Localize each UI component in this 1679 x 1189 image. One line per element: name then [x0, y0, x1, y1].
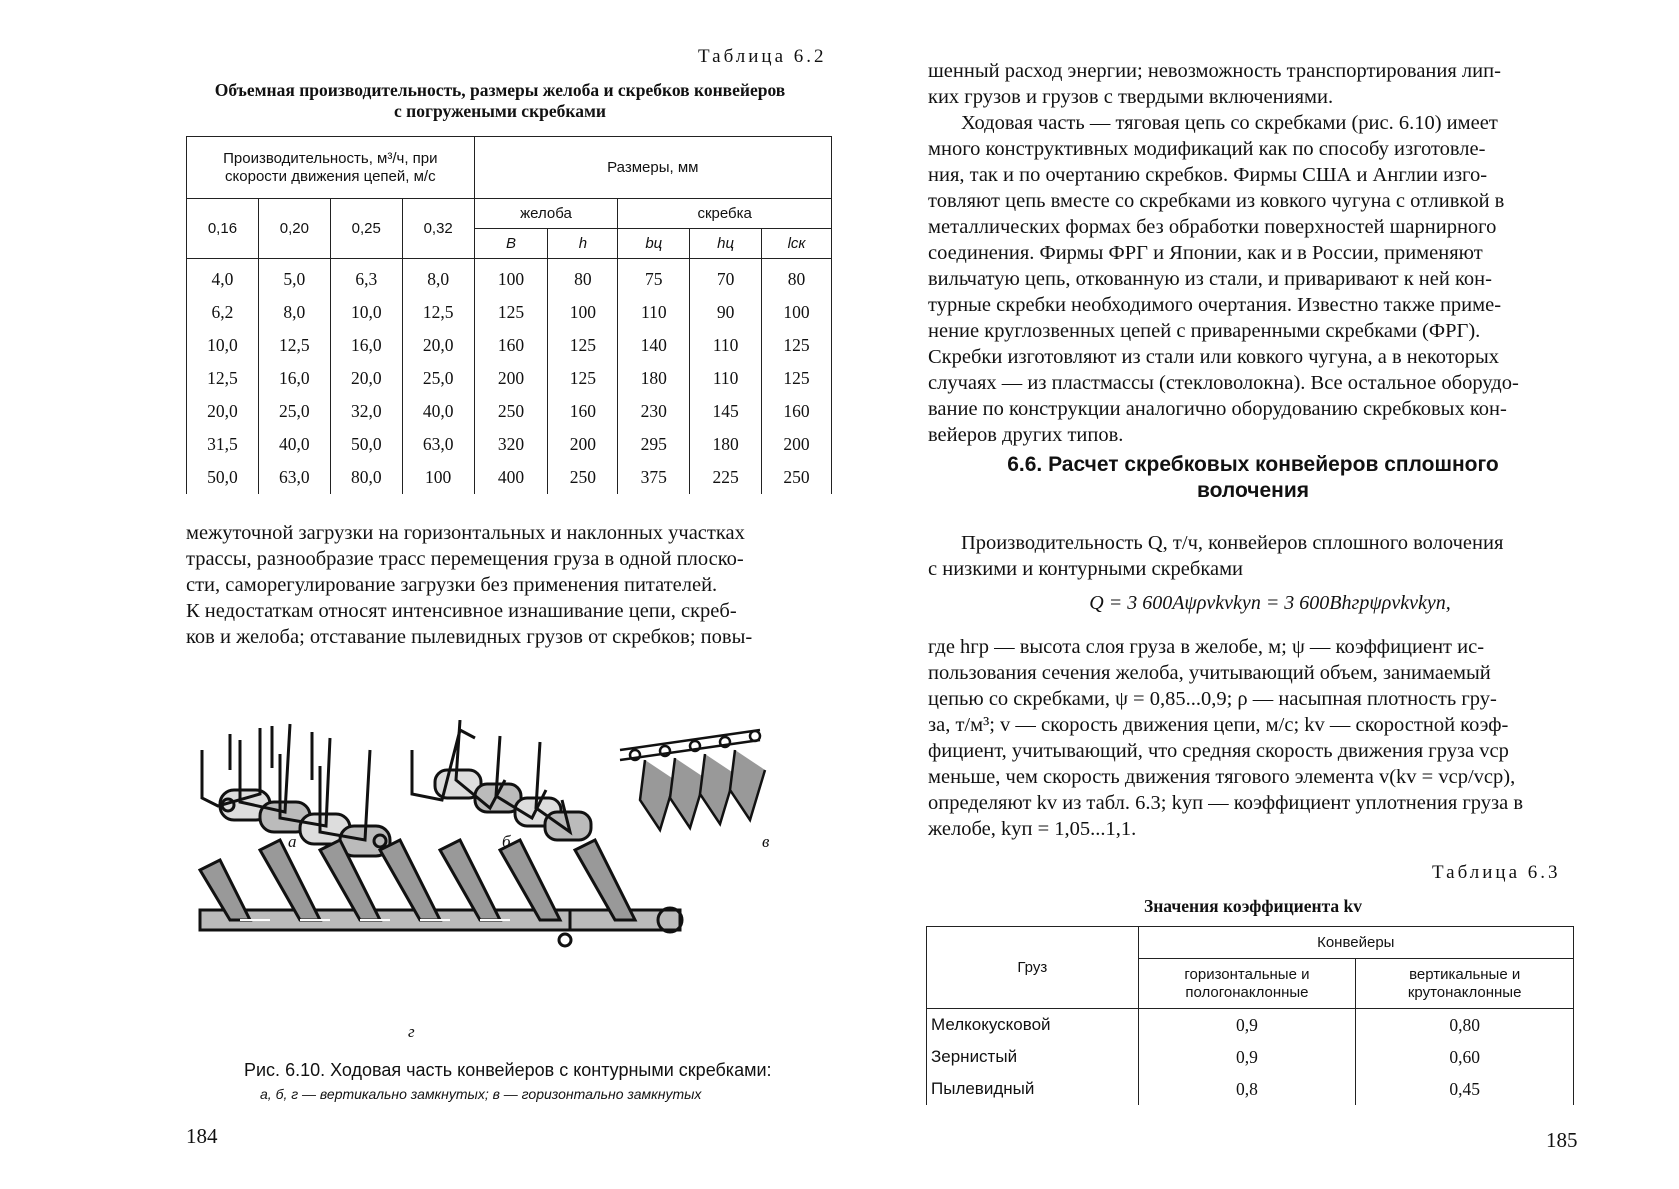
table-cell: 100: [402, 461, 474, 494]
header-trough: желоба: [474, 199, 618, 229]
text-line: вание по конструкции аналогично оборудованию скребковых кон-: [928, 398, 1507, 420]
table-cell: 25,0: [402, 362, 474, 395]
table-cell: 10,0: [330, 296, 402, 329]
text-line: за, т/м³; v — скорость движения цепи, м/с; kv — скоростной коэф-: [928, 714, 1509, 736]
text-line: трассы, разнообразие трасс перемещения груза в одной плоско-: [186, 548, 744, 570]
table-cell: 125: [474, 296, 548, 329]
table-cell: 12,5: [187, 362, 259, 395]
table-cell: 4,0: [187, 259, 259, 297]
text-line: металлических формах без обработки поверхностей шарнирного: [928, 216, 1497, 238]
table-cell: 70: [690, 259, 762, 297]
page-number: 184: [186, 1124, 218, 1148]
figure-subcaption: а, б, г — вертикально замкнутых; в — горизонтально замкнутых: [260, 1086, 702, 1102]
table-cell: 20,0: [402, 329, 474, 362]
table-row: [187, 329, 832, 362]
table-cell: 80: [762, 259, 832, 297]
text-line: Скребки изготовляют из стали или ковкого чугуна, а в некоторых: [928, 346, 1499, 368]
table-cell: 145: [690, 395, 762, 428]
text-line: шенный расход энергии; невозможность транспортирования лип-: [928, 60, 1501, 82]
table-cell: 230: [618, 395, 690, 428]
text-line: пользования сечения желоба, учитывающий объем, занимаемый: [928, 662, 1491, 684]
table-cell: 375: [618, 461, 690, 494]
section-heading-line: 6.6. Расчет скребковых конвейеров сплошного: [1007, 453, 1499, 476]
figure-label-g: г: [408, 1022, 415, 1041]
header-conveyors: Конвейеры: [1138, 927, 1573, 959]
header-speed: 0,16: [187, 199, 259, 259]
table-cell: 40,0: [402, 395, 474, 428]
table-cell: 16,0: [330, 329, 402, 362]
header-vertical: вертикальные и крутонаклонные: [1356, 959, 1574, 1009]
table-cell: 200: [762, 428, 832, 461]
header-sizes: Размеры, мм: [474, 137, 831, 199]
text-line: вейеров других типов.: [928, 424, 1124, 446]
table-cell: 0,8: [1138, 1073, 1356, 1105]
table-cell: 20,0: [330, 362, 402, 395]
text-line: случаях — из пластмассы (стекловолокна). Все остальное оборудо-: [928, 372, 1519, 394]
text-line: Ходовая часть — тяговая цепь со скребками (рис. 6.10) имеет: [961, 112, 1498, 134]
header-sub: hц: [690, 229, 762, 259]
table-cell: 12,5: [258, 329, 330, 362]
header-sub: h: [548, 229, 618, 259]
table-6-2-caption: Таблица 6.2: [698, 46, 827, 67]
table-cell: 110: [690, 362, 762, 395]
text-line: ния, так и по очертанию скребков. Фирмы США и Англии изго-: [928, 164, 1488, 186]
table-cell: 160: [548, 395, 618, 428]
table-cell: 6,3: [330, 259, 402, 297]
table-cell: 100: [474, 259, 548, 297]
table-cell: 63,0: [258, 461, 330, 494]
table-cell: 160: [474, 329, 548, 362]
table-cell: 0,60: [1356, 1041, 1574, 1073]
formula: Q = 3 600Aψρvkvkуп = 3 600Bhгрψρvkvkуп,: [1089, 592, 1451, 614]
table-cell: 50,0: [330, 428, 402, 461]
header-speed: 0,32: [402, 199, 474, 259]
table-cell: 125: [548, 362, 618, 395]
table-cell: 50,0: [187, 461, 259, 494]
table-cell: 25,0: [258, 395, 330, 428]
header-cargo: Груз: [927, 927, 1139, 1009]
table-row: [927, 1041, 1574, 1073]
table-row: [187, 362, 832, 395]
table-6-3-caption: Таблица 6.3: [1432, 862, 1561, 883]
text-line: межуточной загрузки на горизонтальных и наклонных участках: [186, 522, 745, 544]
table-cell: 12,5: [402, 296, 474, 329]
table-cell: 16,0: [258, 362, 330, 395]
table-cell: Пылевидный: [927, 1073, 1139, 1105]
table-cell: 125: [762, 362, 832, 395]
figure-caption: Рис. 6.10. Ходовая часть конвейеров с контурными скребками:: [244, 1060, 772, 1080]
table-cell: 0,45: [1356, 1073, 1574, 1105]
table-cell: 295: [618, 428, 690, 461]
table-cell: 31,5: [187, 428, 259, 461]
table-cell: 10,0: [187, 329, 259, 362]
table-6-3-title: Значения коэффициента kv: [1143, 896, 1363, 916]
table-cell: 225: [690, 461, 762, 494]
text-line: товляют цепь вместе со скребками из ковкого чугуна с отливкой в: [928, 190, 1505, 212]
header-sub: bц: [618, 229, 690, 259]
table-cell: 180: [690, 428, 762, 461]
section-heading-line: волочения: [1196, 479, 1310, 502]
table-cell: 140: [618, 329, 690, 362]
table-cell: 8,0: [402, 259, 474, 297]
table-cell: 200: [548, 428, 618, 461]
table-row: [187, 395, 832, 428]
header-sub: B: [474, 229, 548, 259]
right-paragraph-3: [928, 530, 1578, 582]
table-6-3-body: [927, 1009, 1574, 1106]
text-line: меньше, чем скорость движения тягового элемента v(kv = vср/vср),: [928, 766, 1516, 788]
table-cell: 40,0: [258, 428, 330, 461]
figure-label-a: а: [288, 832, 297, 851]
table-cell: Мелкокусковой: [927, 1009, 1139, 1042]
table-6-3: [926, 926, 1574, 1105]
table-cell: 110: [690, 329, 762, 362]
header-horizontal: горизонтальные и пологонаклонные: [1138, 959, 1356, 1009]
table-row: [187, 428, 832, 461]
table-cell: 0,80: [1356, 1009, 1574, 1042]
header-speed: 0,20: [258, 199, 330, 259]
text-line: желобе, kуп = 1,05...1,1.: [928, 818, 1137, 840]
text-line: ких грузов и грузов с твердыми включениями.: [928, 86, 1334, 108]
text-line: определяют kv из табл. 6.3; kуп — коэффициент уплотнения груза в: [928, 792, 1524, 814]
text-line: сти, саморегулирование загрузки без применения питателей.: [186, 574, 718, 596]
table-6-2: [186, 136, 832, 494]
text-line: соединения. Фирмы ФРГ и Японии, как и в России, применяют: [928, 242, 1483, 264]
table-cell: 6,2: [187, 296, 259, 329]
header-productivity: Производительность, м³/ч, при скорости движения цепей, м/с: [187, 137, 475, 199]
right-paragraph-2: [928, 110, 1578, 448]
right-paragraph-4: [928, 634, 1578, 842]
table-cell: 0,9: [1138, 1009, 1356, 1042]
table-cell: 400: [474, 461, 548, 494]
table-cell: 125: [548, 329, 618, 362]
table-cell: 80,0: [330, 461, 402, 494]
table-cell: 250: [548, 461, 618, 494]
right-paragraph-1: [928, 58, 1578, 110]
text-line: цепью со скребками, ψ = 0,85...0,9; ρ — насыпная плотность гру-: [928, 688, 1497, 710]
chain-scraper-g-illustration: [200, 840, 682, 946]
table-6-2-title-line: с погружеными скребками: [394, 101, 606, 121]
text-line: Производительность Q, т/ч, конвейеров сплошного волочения: [961, 532, 1504, 554]
figure-label-v: в: [762, 832, 770, 851]
table-cell: 75: [618, 259, 690, 297]
table-cell: 180: [618, 362, 690, 395]
figure-label-b: б: [502, 832, 511, 851]
table-cell: 125: [762, 329, 832, 362]
table-cell: 80: [548, 259, 618, 297]
table-cell: 100: [548, 296, 618, 329]
table-cell: 8,0: [258, 296, 330, 329]
section-heading: [928, 452, 1578, 504]
text-line: К недостаткам относят интенсивное изнашивание цепи, скреб-: [186, 600, 737, 622]
table-row: [927, 1009, 1574, 1042]
figure-6-10: [190, 720, 830, 1050]
header-sub: lск: [762, 229, 832, 259]
table-row: [927, 1073, 1574, 1105]
table-cell: 32,0: [330, 395, 402, 428]
header-scraper: скребка: [618, 199, 832, 229]
text-line: с низкими и контурными скребками: [928, 558, 1244, 580]
table-cell: 250: [762, 461, 832, 494]
text-line: турные скребки необходимого очертания. Известно также приме-: [928, 294, 1502, 316]
table-row: [187, 461, 832, 494]
chain-scraper-b-illustration: [412, 720, 591, 840]
table-cell: 63,0: [402, 428, 474, 461]
table-cell: Зернистый: [927, 1041, 1139, 1073]
table-cell: 160: [762, 395, 832, 428]
text-line: ков и желоба; отставание пылевидных грузов от скребков; повы-: [186, 626, 753, 648]
header-speed: 0,25: [330, 199, 402, 259]
page-number: 185: [1546, 1128, 1578, 1152]
table-row: [187, 296, 832, 329]
table-cell: 20,0: [187, 395, 259, 428]
left-paragraph: [186, 520, 834, 650]
table-cell: 250: [474, 395, 548, 428]
table-6-2-body: [187, 259, 832, 495]
chain-scraper-v-illustration: [620, 730, 765, 830]
table-6-2-title-line: Объемная производительность, размеры желоба и скребков конвейеров: [214, 80, 786, 100]
table-cell: 90: [690, 296, 762, 329]
table-cell: 320: [474, 428, 548, 461]
text-line: фициент, учитывающий, что средняя скорость движения груза vср: [928, 740, 1509, 762]
text-line: где hгр — высота слоя груза в желобе, м; ψ — коэффициент ис-: [928, 636, 1485, 658]
text-line: много конструктивных модификаций как по способу изготовле-: [928, 138, 1486, 160]
table-row: [187, 259, 832, 297]
text-line: нение круглозвенных цепей с приваренными скребками (ФРГ).: [928, 320, 1481, 342]
text-line: вильчатую цепь, откованную из стали, и приваривают к ней кон-: [928, 268, 1492, 290]
right-page: [840, 0, 1679, 1189]
table-cell: 5,0: [258, 259, 330, 297]
table-6-2-title: [170, 80, 830, 122]
table-cell: 110: [618, 296, 690, 329]
table-cell: 200: [474, 362, 548, 395]
table-cell: 0,9: [1138, 1041, 1356, 1073]
table-cell: 100: [762, 296, 832, 329]
